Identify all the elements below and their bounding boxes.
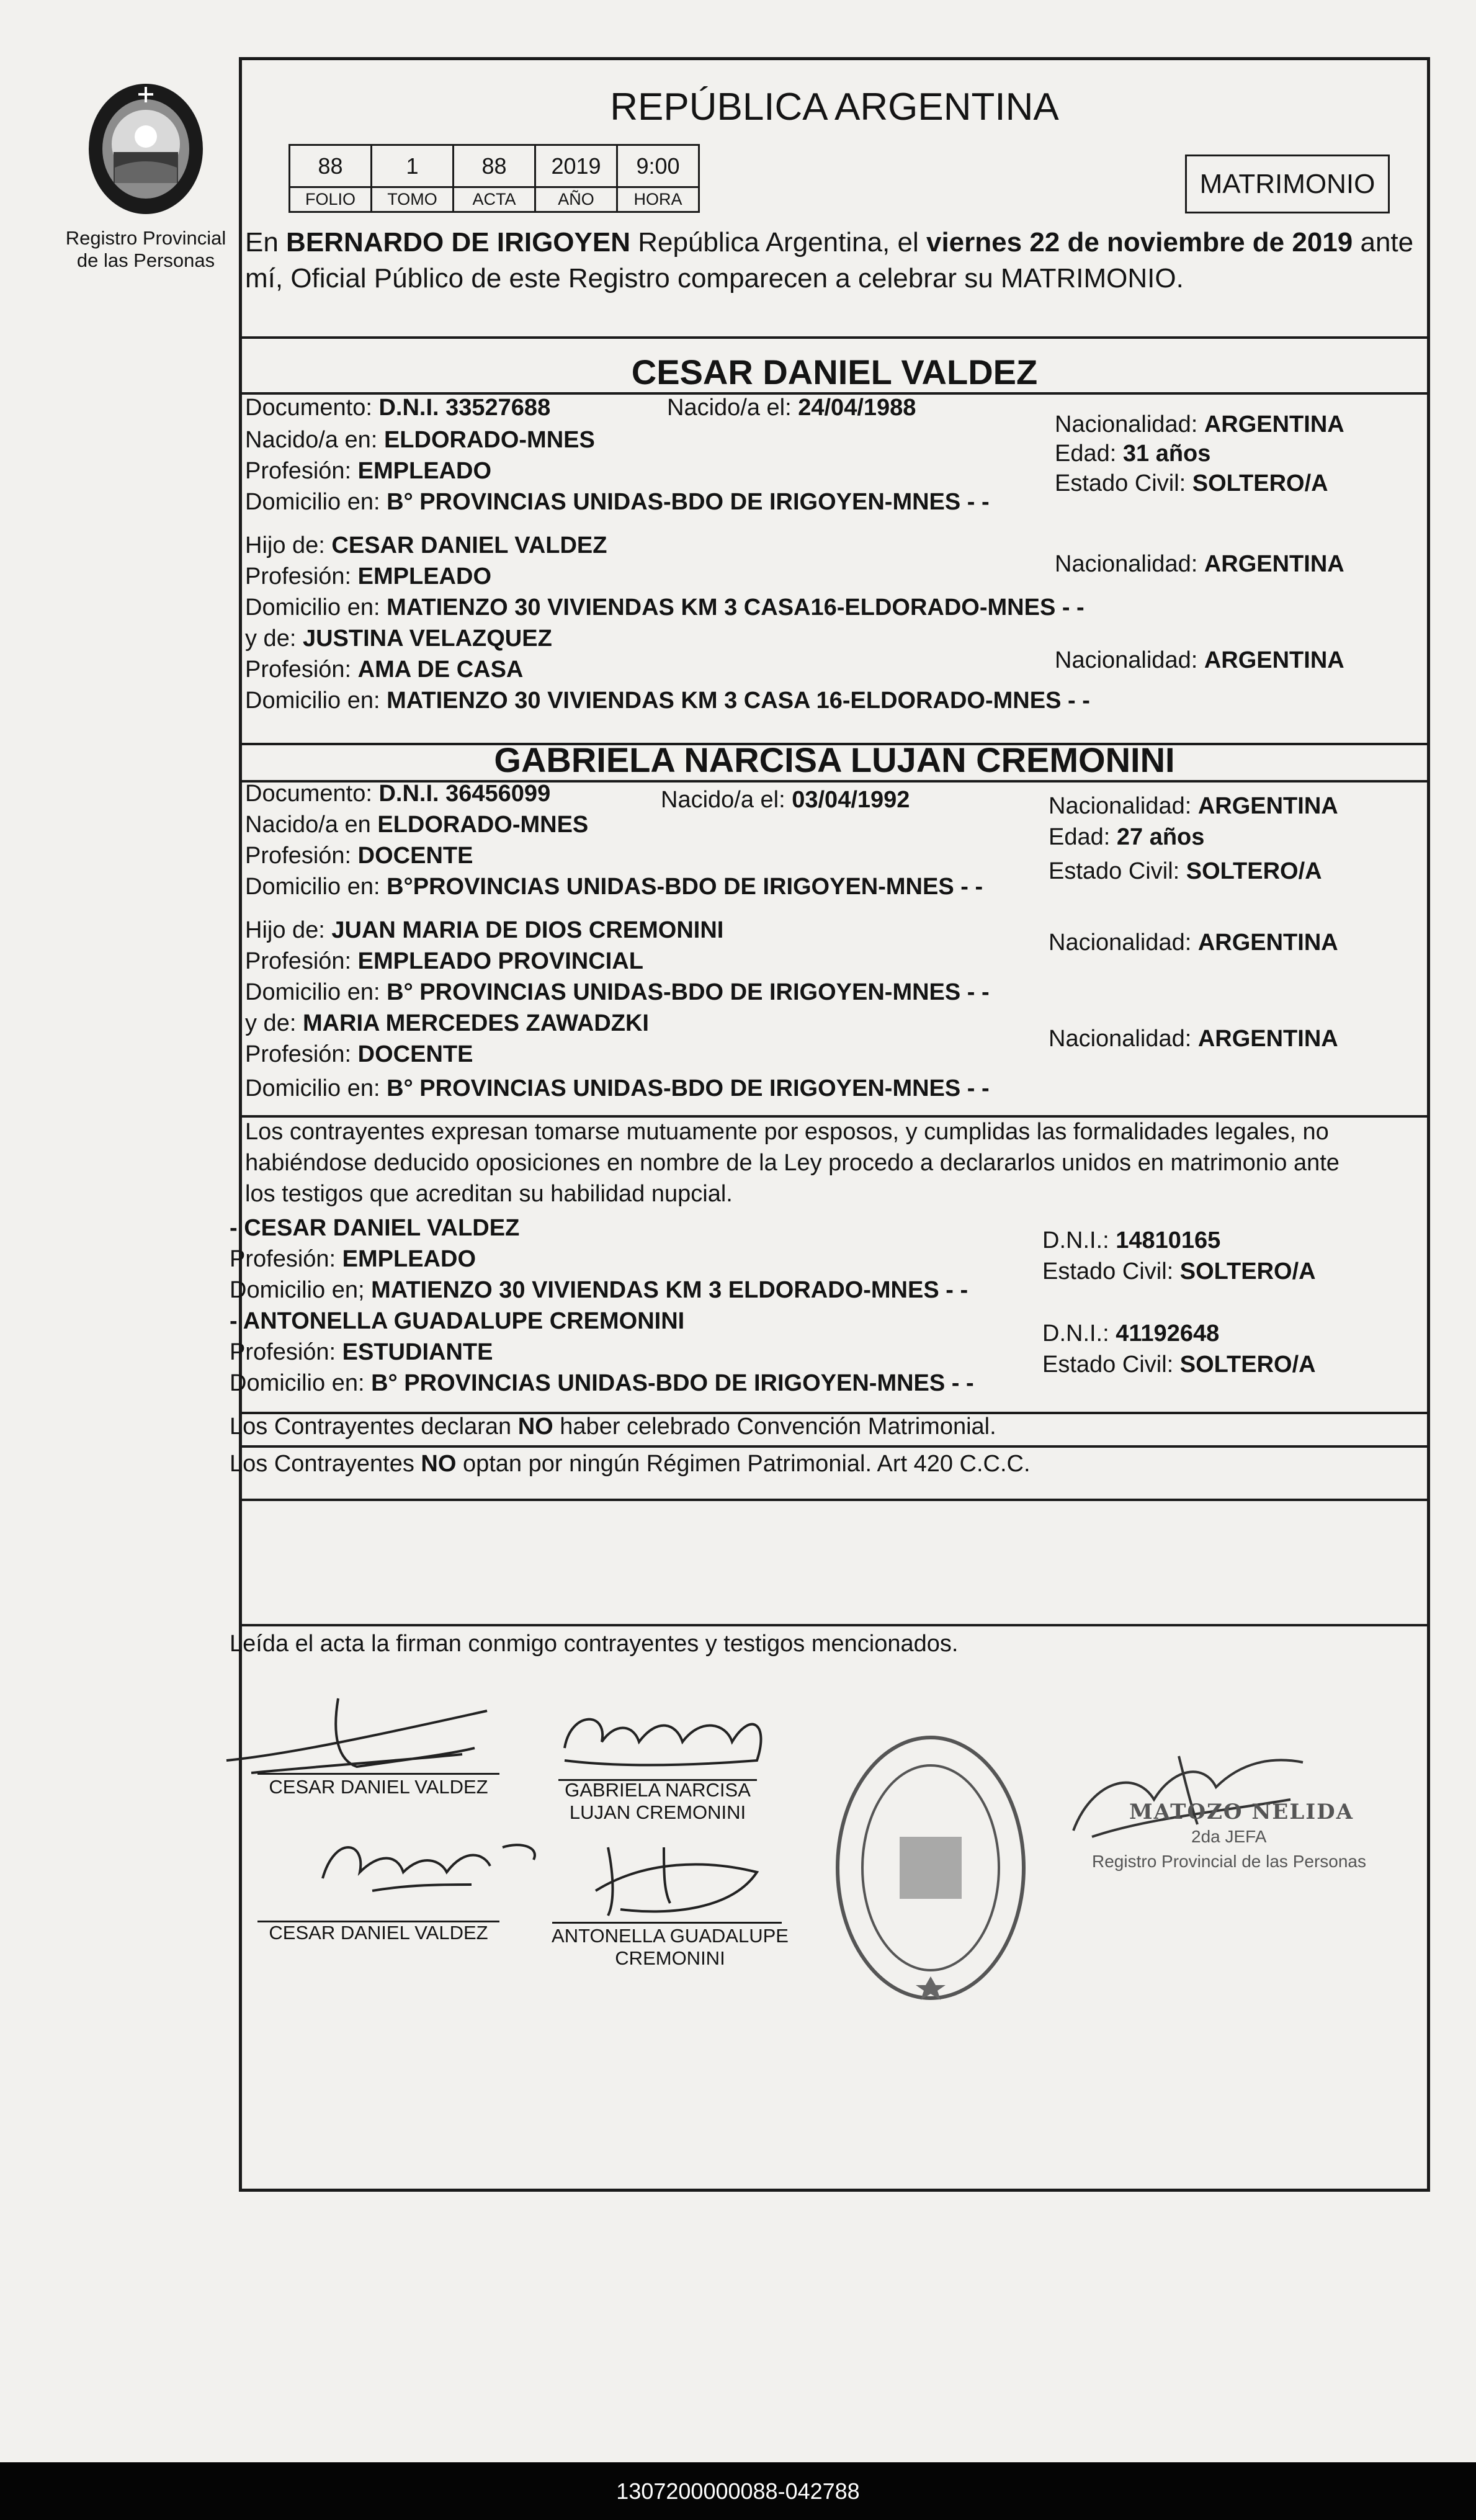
witness1-address: [230, 1276, 968, 1304]
value: D.N.I. 36456099: [378, 781, 551, 807]
spouse2-profession: [245, 842, 473, 869]
value: ELDORADO-MNES: [383, 427, 595, 453]
label: Nacionalidad:: [1049, 1026, 1192, 1052]
spouse1-name: CESAR DANIEL VALDEZ: [631, 352, 1038, 392]
value: JUAN MARIA DE DIOS CREMONINI: [331, 917, 724, 943]
value: DOCENTE: [357, 1041, 473, 1067]
label: Documento:: [245, 781, 372, 807]
divider: [242, 1624, 1427, 1626]
spouse1-father-nationality: [1055, 550, 1344, 578]
spouse2-nationality: [1049, 792, 1338, 820]
value: B° PROVINCIAS UNIDAS-BDO DE IRIGOYEN-MNES - -: [387, 489, 990, 515]
spouse1-nationality: [1055, 411, 1344, 438]
value: 31 años: [1122, 441, 1211, 467]
signature-line: [552, 1922, 782, 1924]
value: SOLTERO/A: [1186, 858, 1322, 884]
signature-line: [257, 1773, 499, 1775]
year-label: AÑO: [535, 187, 617, 212]
label: Nacionalidad:: [1055, 647, 1198, 673]
label: Domicilio en:: [245, 688, 380, 714]
witness2-civil-status: [1042, 1351, 1316, 1378]
witness1-dni: [1042, 1227, 1220, 1254]
spouse2-birthdate: [661, 786, 910, 814]
value: ARGENTINA: [1204, 647, 1344, 673]
spouse2-mother-profession: [245, 1041, 473, 1068]
text: optan por ningún Régimen Patrimonial. Art 420 C.C.C.: [456, 1451, 1031, 1477]
value: EMPLEADO: [357, 563, 492, 590]
registry-stamp: [831, 1731, 1030, 2007]
label: Domicilio en:: [245, 594, 380, 621]
label: Profesión:: [245, 948, 352, 974]
folio-label: FOLIO: [290, 187, 372, 212]
year-value: 2019: [535, 145, 617, 187]
spouse1-father: [245, 532, 607, 559]
province-seal: [50, 74, 242, 272]
label: Profesión:: [230, 1246, 336, 1272]
value: 41192648: [1116, 1321, 1220, 1347]
value: DOCENTE: [357, 843, 473, 869]
spouse2-father: [245, 917, 723, 944]
emphasis: NO: [517, 1414, 553, 1440]
hour-label: HORA: [617, 187, 699, 212]
value: SOLTERO/A: [1179, 1258, 1316, 1285]
value: ARGENTINA: [1204, 551, 1344, 577]
label: Nacionalidad:: [1055, 551, 1198, 577]
convention-clause: [230, 1413, 996, 1440]
registry-stamp-icon: [831, 1731, 1030, 2004]
value: EMPLEADO: [357, 458, 492, 484]
witness1-civil-status: [1042, 1258, 1316, 1285]
label: Profesión:: [245, 1041, 352, 1067]
label: D.N.I.:: [1042, 1321, 1109, 1347]
document-code-bar: 1307200000088-042788: [0, 2462, 1476, 2520]
act-type-box: MATRIMONIO: [1185, 155, 1390, 213]
label: Domicilio en:: [230, 1370, 365, 1396]
value: B° PROVINCIAS UNIDAS-BDO DE IRIGOYEN-MNES - -: [387, 1075, 990, 1101]
label: Edad:: [1049, 824, 1111, 850]
signature-official-icon: [1055, 1744, 1315, 1849]
value: D.N.I. 33527688: [378, 395, 551, 421]
tomo-label: TOMO: [372, 187, 454, 212]
value: CESAR DANIEL VALDEZ: [331, 532, 607, 558]
seal-caption-line1: Registro Provincial: [65, 227, 226, 249]
value: ARGENTINA: [1197, 1026, 1338, 1052]
line: ANTONELLA GUADALUPE: [552, 1925, 789, 1947]
regime-clause: [230, 1450, 1031, 1477]
acta-value: 88: [454, 145, 535, 187]
spouse2-civil-status: [1049, 858, 1322, 885]
value: ARGENTINA: [1204, 411, 1344, 437]
value: MATIENZO 30 VIVIENDAS KM 3 CASA 16-ELDORADO-MNES - -: [387, 688, 1090, 714]
spouse2-father-profession: [245, 948, 643, 975]
label: Estado Civil:: [1049, 858, 1180, 884]
witness1-profession: [230, 1245, 476, 1273]
text: Los Contrayentes: [230, 1451, 421, 1477]
value: MATIENZO 30 VIVIENDAS KM 3 CASA16-ELDORADO-MNES - -: [387, 594, 1085, 621]
label: Domicilio en:: [245, 979, 380, 1005]
value: EMPLEADO: [342, 1246, 476, 1272]
official-office: Registro Provincial de las Personas: [1092, 1852, 1366, 1871]
spouse1-father-address: [245, 594, 1085, 621]
signature-name-spouse2: [540, 1779, 776, 1824]
label: Nacido/a en: [245, 812, 371, 838]
intro-text-2: República Argentina, el: [630, 227, 926, 258]
official-name: MATOZO NELIDA: [1129, 1800, 1354, 1824]
spouse2-name: GABRIELA NARCISA LUJAN CREMONINI: [494, 740, 1175, 779]
intro-date: viernes 22 de noviembre de 2019: [926, 227, 1353, 258]
label: Estado Civil:: [1042, 1352, 1174, 1378]
label: Nacionalidad:: [1049, 930, 1192, 956]
seal-caption-line2: de las Personas: [76, 249, 215, 271]
official-title: 2da JEFA: [1191, 1827, 1267, 1846]
misiones-coat-of-arms-icon: [84, 74, 208, 217]
value: AMA DE CASA: [357, 657, 524, 683]
spouse1-birthplace: [245, 426, 595, 454]
label: D.N.I.:: [1042, 1227, 1109, 1253]
witness2-name: - ANTONELLA GUADALUPE CREMONINI: [230, 1308, 685, 1334]
label: Hijo de:: [245, 532, 325, 558]
value: ESTUDIANTE: [342, 1339, 493, 1365]
value: EMPLEADO PROVINCIAL: [357, 948, 643, 974]
label: Documento:: [245, 395, 372, 421]
signature-name-witness2: [540, 1925, 800, 1970]
label: y de:: [245, 1010, 297, 1036]
witness2-address: [230, 1370, 974, 1397]
spouse2-mother: [245, 1010, 649, 1037]
label: Domicilio en:: [245, 489, 380, 515]
label: Nacido/a el:: [667, 395, 792, 421]
line: LUJAN CREMONINI: [569, 1801, 746, 1823]
label: Domicilio en;: [230, 1277, 365, 1303]
label: Profesión:: [245, 843, 352, 869]
value: 14810165: [1116, 1227, 1221, 1253]
divider: [242, 1115, 1427, 1118]
spouse1-mother-nationality: [1055, 647, 1344, 674]
value: B° PROVINCIAS UNIDAS-BDO DE IRIGOYEN-MNES - -: [387, 979, 990, 1005]
intro-paragraph: [245, 225, 1427, 297]
value: ARGENTINA: [1197, 930, 1338, 956]
value: JUSTINA VELAZQUEZ: [302, 626, 552, 652]
spouse1-father-profession: [245, 563, 491, 590]
label: Nacionalidad:: [1049, 793, 1192, 819]
divider: [242, 1499, 1427, 1501]
spouse1-mother-address: [245, 687, 1090, 714]
spouse2-document: [245, 780, 550, 807]
intro-text-1: En: [245, 227, 287, 258]
label: Profesión:: [230, 1339, 336, 1365]
signature-name-spouse1: CESAR DANIEL VALDEZ: [269, 1776, 488, 1798]
intro-place: BERNARDO DE IRIGOYEN: [286, 227, 630, 258]
value: MATIENZO 30 VIVIENDAS KM 3 ELDORADO-MNES - -: [371, 1277, 968, 1303]
text: Los Contrayentes declaran: [230, 1414, 518, 1440]
value: 24/04/1988: [798, 395, 916, 421]
spouse1-mother-profession: [245, 656, 523, 683]
divider: [242, 1445, 1427, 1448]
divider: [242, 336, 1427, 339]
label: Nacido/a el:: [661, 787, 785, 813]
label: y de:: [245, 626, 297, 652]
spouse2-address: [245, 873, 983, 900]
value: B° PROVINCIAS UNIDAS-BDO DE IRIGOYEN-MNES - -: [371, 1370, 974, 1396]
spouse2-father-address: [245, 979, 990, 1006]
intro-text-3: ante mí, Oficial Público de este Registro comparecen a celebrar su MATRIMONIO.: [245, 227, 1414, 294]
acta-label: ACTA: [454, 187, 535, 212]
label: Domicilio en:: [245, 1075, 380, 1101]
country-title: REPÚBLICA ARGENTINA: [610, 86, 1059, 128]
value: SOLTERO/A: [1192, 470, 1328, 496]
label: Nacionalidad:: [1055, 411, 1198, 437]
label: Estado Civil:: [1055, 470, 1186, 496]
spouse2-age: [1049, 823, 1204, 851]
spouse2-mother-address: [245, 1075, 990, 1102]
signature-witness1-icon: [298, 1816, 565, 1903]
label: Edad:: [1055, 441, 1117, 467]
witness2-profession: [230, 1338, 493, 1366]
label: Domicilio en:: [245, 874, 380, 900]
label: Nacido/a en:: [245, 427, 378, 453]
signing-statement: Leída el acta la firman conmigo contrayentes y testigos mencionados.: [230, 1631, 959, 1657]
spouse1-age: [1055, 440, 1210, 467]
signature-name-witness1: CESAR DANIEL VALDEZ: [269, 1922, 488, 1944]
spouse1-mother: [245, 625, 552, 652]
hour-value: 9:00: [617, 145, 699, 187]
line: GABRIELA NARCISA: [565, 1779, 751, 1801]
spouse1-address: [245, 488, 990, 516]
spouse1-civil-status: [1055, 470, 1328, 497]
value: 27 años: [1116, 824, 1205, 850]
tomo-value: 1: [372, 145, 454, 187]
label: Profesión:: [245, 563, 352, 590]
spouse2-father-nationality: [1049, 929, 1338, 956]
signature-spouse2-icon: [552, 1698, 776, 1779]
spouse1-profession: [245, 457, 491, 485]
declaration-line2: habiéndose deducido oposiciones en nombre de la Ley procedo a declararlos unidos en matrimonio ante: [245, 1150, 1340, 1176]
signature-witness2-icon: [571, 1823, 776, 1928]
value: SOLTERO/A: [1179, 1352, 1316, 1378]
label: Profesión:: [245, 657, 352, 683]
spouse1-birthdate: [667, 394, 916, 421]
label: Estado Civil:: [1042, 1258, 1174, 1285]
value: B°PROVINCIAS UNIDAS-BDO DE IRIGOYEN-MNES - -: [387, 874, 983, 900]
declaration-line1: Los contrayentes expresan tomarse mutuamente por esposos, y cumplidas las formalidades legales, no: [245, 1119, 1329, 1145]
value: MARIA MERCEDES ZAWADZKI: [302, 1010, 649, 1036]
folio-value: 88: [290, 145, 372, 187]
record-grid: [288, 144, 700, 213]
witness1-name: - CESAR DANIEL VALDEZ: [230, 1215, 520, 1241]
witness2-dni: [1042, 1320, 1219, 1347]
value: ELDORADO-MNES: [377, 812, 589, 838]
spouse2-birthplace: [245, 811, 588, 838]
emphasis: NO: [421, 1451, 457, 1477]
spouse2-mother-nationality: [1049, 1025, 1338, 1052]
label: Hijo de:: [245, 917, 325, 943]
line: CREMONINI: [615, 1947, 725, 1969]
value: 03/04/1992: [792, 787, 910, 813]
text: haber celebrado Convención Matrimonial.: [553, 1414, 996, 1440]
value: ARGENTINA: [1197, 793, 1338, 819]
declaration-line3: los testigos que acreditan su habilidad nupcial.: [245, 1181, 733, 1207]
spouse1-document: [245, 394, 550, 421]
label: Profesión:: [245, 458, 352, 484]
